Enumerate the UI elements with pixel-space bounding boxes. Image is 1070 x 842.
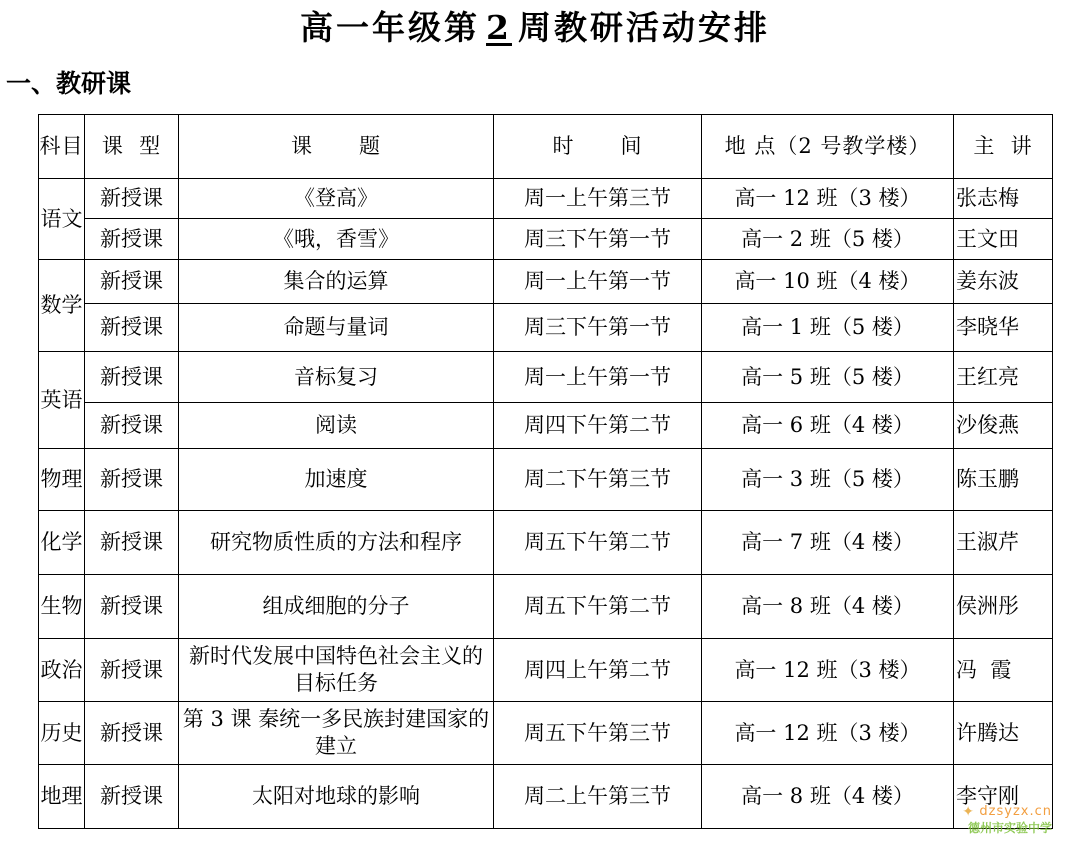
time-cell: 周五下午第二节	[494, 575, 702, 639]
topic-cell: 太阳对地球的影响	[179, 765, 494, 829]
table-row	[39, 511, 1053, 575]
teacher-cell: 陈玉鹏	[954, 449, 1053, 511]
teacher-cell: 侯洲彤	[954, 575, 1053, 639]
table-row	[39, 179, 1053, 219]
table-row	[39, 304, 1053, 352]
subject-cell: 语文	[39, 179, 85, 260]
time-cell: 周二上午第三节	[494, 765, 702, 829]
type-cell: 新授课	[85, 449, 179, 511]
time-cell: 周一上午第三节	[494, 179, 702, 219]
subject-cell: 生物	[39, 575, 85, 639]
topic-cell: 《登高》	[179, 179, 494, 219]
watermark-domain: dzsyzx.cn	[979, 804, 1052, 819]
type-cell: 新授课	[85, 352, 179, 403]
place-cell: 高一 5 班（5 楼）	[702, 352, 954, 403]
topic-cell: 集合的运算	[179, 260, 494, 304]
subject-cell: 地理	[39, 765, 85, 829]
topic-cell: 音标复习	[179, 352, 494, 403]
place-cell: 高一 8 班（4 楼）	[702, 575, 954, 639]
topic-cell: 第 3 课 秦统一多民族封建国家的建立	[179, 702, 494, 765]
table-row	[39, 403, 1053, 449]
table-row	[39, 219, 1053, 260]
place-cell: 高一 10 班（4 楼）	[702, 260, 954, 304]
topic-cell: 研究物质性质的方法和程序	[179, 511, 494, 575]
title-suffix: 周教研活动安排	[517, 8, 770, 47]
title-prefix: 高一年级第	[300, 8, 481, 47]
place-cell: 高一 1 班（5 楼）	[702, 304, 954, 352]
table-row	[39, 449, 1053, 511]
topic-cell: 组成细胞的分子	[179, 575, 494, 639]
place-cell: 高一 3 班（5 楼）	[702, 449, 954, 511]
type-cell: 新授课	[85, 765, 179, 829]
teacher-cell: 张志梅	[954, 179, 1053, 219]
teacher-cell: 李守刚	[954, 765, 1053, 829]
table-row	[39, 260, 1053, 304]
header-teacher: 主 讲	[954, 115, 1053, 179]
header-time: 时 间	[494, 115, 702, 179]
subject-cell: 数学	[39, 260, 85, 352]
table-row	[39, 352, 1053, 403]
header-subject: 科目	[39, 115, 85, 179]
page-title	[0, 2, 1070, 49]
topic-cell: 阅读	[179, 403, 494, 449]
header-type: 课 型	[85, 115, 179, 179]
teacher-cell: 许腾达	[954, 702, 1053, 765]
topic-cell: 新时代发展中国特色社会主义的目标任务	[179, 639, 494, 702]
type-cell: 新授课	[85, 260, 179, 304]
schedule-table	[38, 114, 1053, 829]
section-heading: 一、教研课	[6, 69, 132, 98]
time-cell: 周三下午第一节	[494, 219, 702, 260]
type-cell: 新授课	[85, 575, 179, 639]
type-cell: 新授课	[85, 304, 179, 352]
teacher-cell: 王红亮	[954, 352, 1053, 403]
subject-cell: 化学	[39, 511, 85, 575]
place-cell: 高一 2 班（5 楼）	[702, 219, 954, 260]
time-cell: 周二下午第三节	[494, 449, 702, 511]
subject-cell: 英语	[39, 352, 85, 449]
type-cell: 新授课	[85, 702, 179, 765]
place-cell: 高一 12 班（3 楼）	[702, 702, 954, 765]
type-cell: 新授课	[85, 403, 179, 449]
header-topic: 课 题	[179, 115, 494, 179]
teacher-cell: 姜东波	[954, 260, 1053, 304]
type-cell: 新授课	[85, 639, 179, 702]
place-cell: 高一 12 班（3 楼）	[702, 639, 954, 702]
teacher-cell: 王文田	[954, 219, 1053, 260]
time-cell: 周五下午第二节	[494, 511, 702, 575]
time-cell: 周四下午第二节	[494, 403, 702, 449]
title-week-number: 2	[486, 8, 512, 47]
subject-cell: 历史	[39, 702, 85, 765]
place-cell: 高一 6 班（4 楼）	[702, 403, 954, 449]
table-row	[39, 639, 1053, 702]
time-cell: 周一上午第一节	[494, 260, 702, 304]
header-place: 地 点（2 号教学楼）	[702, 115, 954, 179]
topic-cell: 命题与量词	[179, 304, 494, 352]
type-cell: 新授课	[85, 219, 179, 260]
teacher-cell: 王淑芹	[954, 511, 1053, 575]
time-cell: 周五下午第三节	[494, 702, 702, 765]
subject-cell: 物理	[39, 449, 85, 511]
time-cell: 周三下午第一节	[494, 304, 702, 352]
time-cell: 周一上午第一节	[494, 352, 702, 403]
sparkle-icon: ✦	[962, 804, 974, 820]
teacher-cell: 李晓华	[954, 304, 1053, 352]
teacher-cell: 冯 霞	[954, 639, 1053, 702]
type-cell: 新授课	[85, 179, 179, 219]
watermark	[962, 804, 1052, 836]
type-cell: 新授课	[85, 511, 179, 575]
topic-cell: 加速度	[179, 449, 494, 511]
table-row	[39, 702, 1053, 765]
table-row	[39, 765, 1053, 829]
table-row	[39, 575, 1053, 639]
topic-cell: 《哦，香雪》	[179, 219, 494, 260]
time-cell: 周四上午第二节	[494, 639, 702, 702]
table-header-row	[39, 115, 1053, 179]
place-cell: 高一 8 班（4 楼）	[702, 765, 954, 829]
watermark-school: 德州市实验中学	[967, 821, 1052, 835]
teacher-cell: 沙俊燕	[954, 403, 1053, 449]
place-cell: 高一 12 班（3 楼）	[702, 179, 954, 219]
place-cell: 高一 7 班（4 楼）	[702, 511, 954, 575]
subject-cell: 政治	[39, 639, 85, 702]
